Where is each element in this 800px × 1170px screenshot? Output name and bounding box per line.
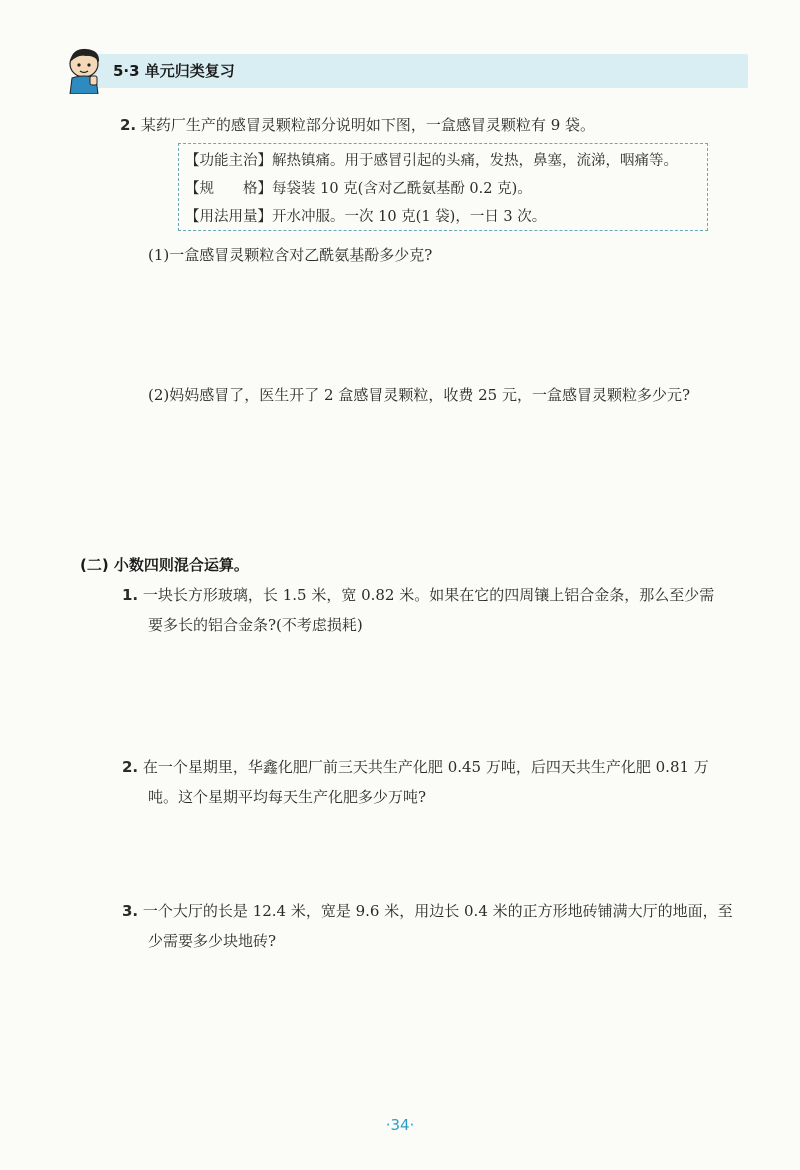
- problem-1-line-2: 要多长的铝合金条?(不考虑损耗): [148, 616, 363, 634]
- box-line-usage: 【用法用量】开水冲服。一次 10 克(1 袋)，一日 3 次。: [185, 209, 547, 225]
- problem-number: 3.: [122, 902, 139, 920]
- problem-line-1: 一个大厅的长是 12.4 米，宽是 9.6 米，用边长 0.4 米的正方形地砖铺满大厅的地面，至: [142, 902, 733, 920]
- header-title: 5·3 单元归类复习: [113, 62, 235, 80]
- problem-1: [122, 584, 714, 606]
- problem-2-line-2: 吨。这个星期平均每天生产化肥多少万吨?: [148, 788, 427, 806]
- mascot-boy-icon: [64, 46, 106, 94]
- box-line-function: 【功能主治】解热镇痛。用于感冒引起的头痛，发热，鼻塞，流涕，咽痛等。: [185, 153, 678, 169]
- sub-question-1: (1)一盒感冒灵颗粒含对乙酰氨基酚多少克?: [148, 246, 433, 264]
- problem-3-line-2: 少需要多少块地砖?: [148, 932, 277, 950]
- question-text: 某药厂生产的感冒灵颗粒部分说明如下图，一盒感冒灵颗粒有 9 袋。: [140, 116, 596, 134]
- sub-question-2: (2)妈妈感冒了，医生开了 2 盒感冒灵颗粒，收费 25 元，一盒感冒灵颗粒多少元?: [148, 386, 690, 404]
- problem-line-1: 一块长方形玻璃，长 1.5 米，宽 0.82 米。如果在它的四周镶上铝合金条，那么至少需: [142, 586, 715, 604]
- question-2: [120, 114, 595, 136]
- box-line-spec: 【规 格】每袋装 10 克(含对乙酰氨基酚 0.2 克)。: [185, 181, 532, 197]
- problem-3: [122, 900, 733, 922]
- problem-2: [122, 756, 709, 778]
- section-title: (二) 小数四则混合运算。: [80, 556, 249, 574]
- instruction-box: [178, 143, 708, 231]
- question-number: 2.: [120, 116, 137, 134]
- problem-number: 2.: [122, 758, 139, 776]
- problem-number: 1.: [122, 586, 139, 604]
- page-number: ·34·: [385, 1116, 415, 1134]
- problem-line-1: 在一个星期里，华鑫化肥厂前三天共生产化肥 0.45 万吨，后四天共生产化肥 0.81 万: [142, 758, 709, 776]
